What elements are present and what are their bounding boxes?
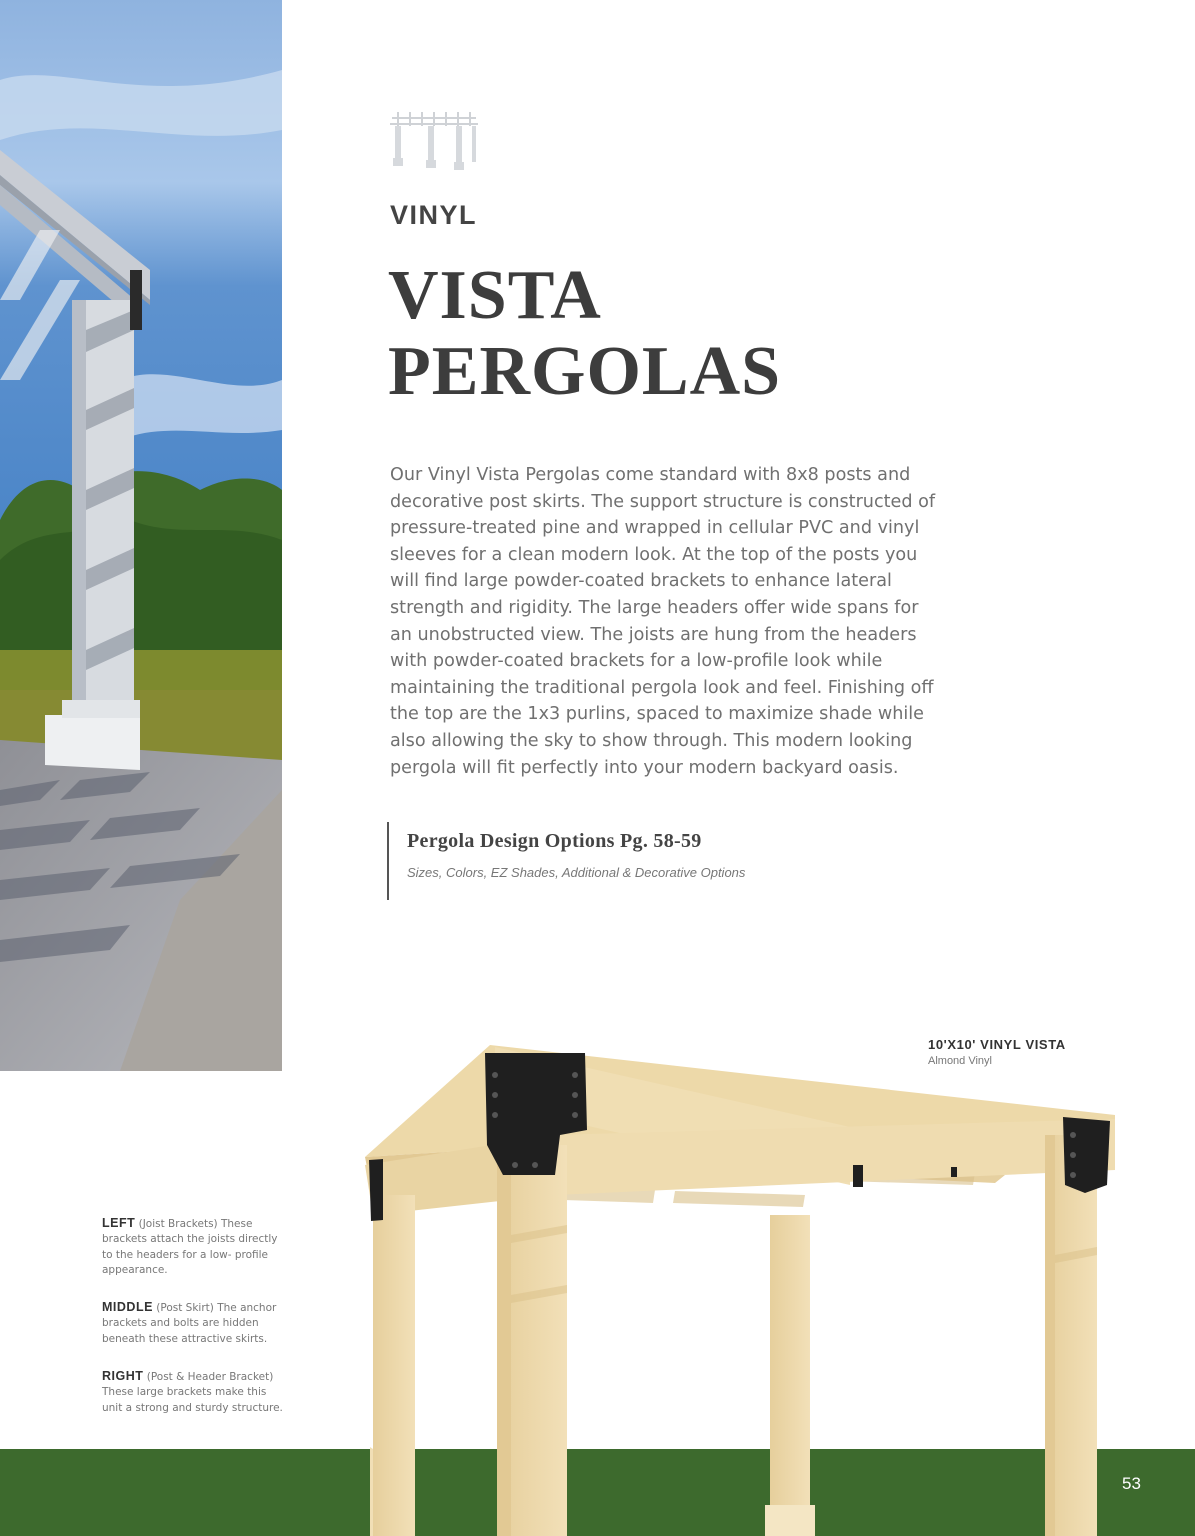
note-middle xyxy=(102,1300,284,1347)
note-label: MIDDLE xyxy=(102,1300,153,1315)
category-label: VINYL xyxy=(390,200,478,230)
title-line-1: VISTA xyxy=(388,257,602,334)
description-paragraph: Our Vinyl Vista Pergolas come standard with 8x8 posts and decorative post skirts. The support structure is constructed of pressure-treated pine and wrapped in cellular PVC and vinyl sleeves for a clean modern look. At the top of the posts you will find large powder-coated brackets to enhance lateral strength and rigidity. The large headers offer wide spans for an unobstructed view. The joists are hung from the headers with powder-coated brackets for a low-profile look while maintaining the traditional pergola look and feel. Finishing off the top are the 1x3 purlins, spaced to maximize shade while also allowing the sky to show through. This modern looking pergola will fit perfectly into your modern backyard oasis. xyxy=(390,465,936,778)
page-title xyxy=(388,258,781,410)
product-name: 10'X10' VINYL VISTA xyxy=(928,1037,1066,1052)
note-label: RIGHT xyxy=(102,1369,144,1384)
design-options-callout xyxy=(387,822,745,900)
pergola-photo xyxy=(0,0,282,1071)
pergola-icon xyxy=(388,108,480,172)
note-left xyxy=(102,1216,284,1278)
page-number: 53 xyxy=(1122,1474,1141,1493)
design-options-subtitle: Sizes, Colors, EZ Shades, Additional & Decorative Options xyxy=(407,865,746,880)
design-options-title: Pergola Design Options Pg. 58-59 xyxy=(407,830,702,852)
title-line-2: PERGOLAS xyxy=(388,333,782,410)
note-text: (Joist Brackets) These brackets attach the joists directly to the headers for a low- profile appearance. xyxy=(102,1218,278,1276)
note-text: (Post Skirt) The anchor brackets and bolts are hidden beneath these attractive skirts. xyxy=(102,1302,277,1345)
note-text: (Post & Header Bracket) These large brackets make this unit a strong and sturdy structure. xyxy=(102,1371,283,1414)
note-label: LEFT xyxy=(102,1216,136,1230)
feature-notes xyxy=(102,1216,284,1438)
product-color: Almond Vinyl xyxy=(928,1055,992,1067)
note-right xyxy=(102,1369,284,1416)
pergola-product-image xyxy=(355,1035,1125,1536)
